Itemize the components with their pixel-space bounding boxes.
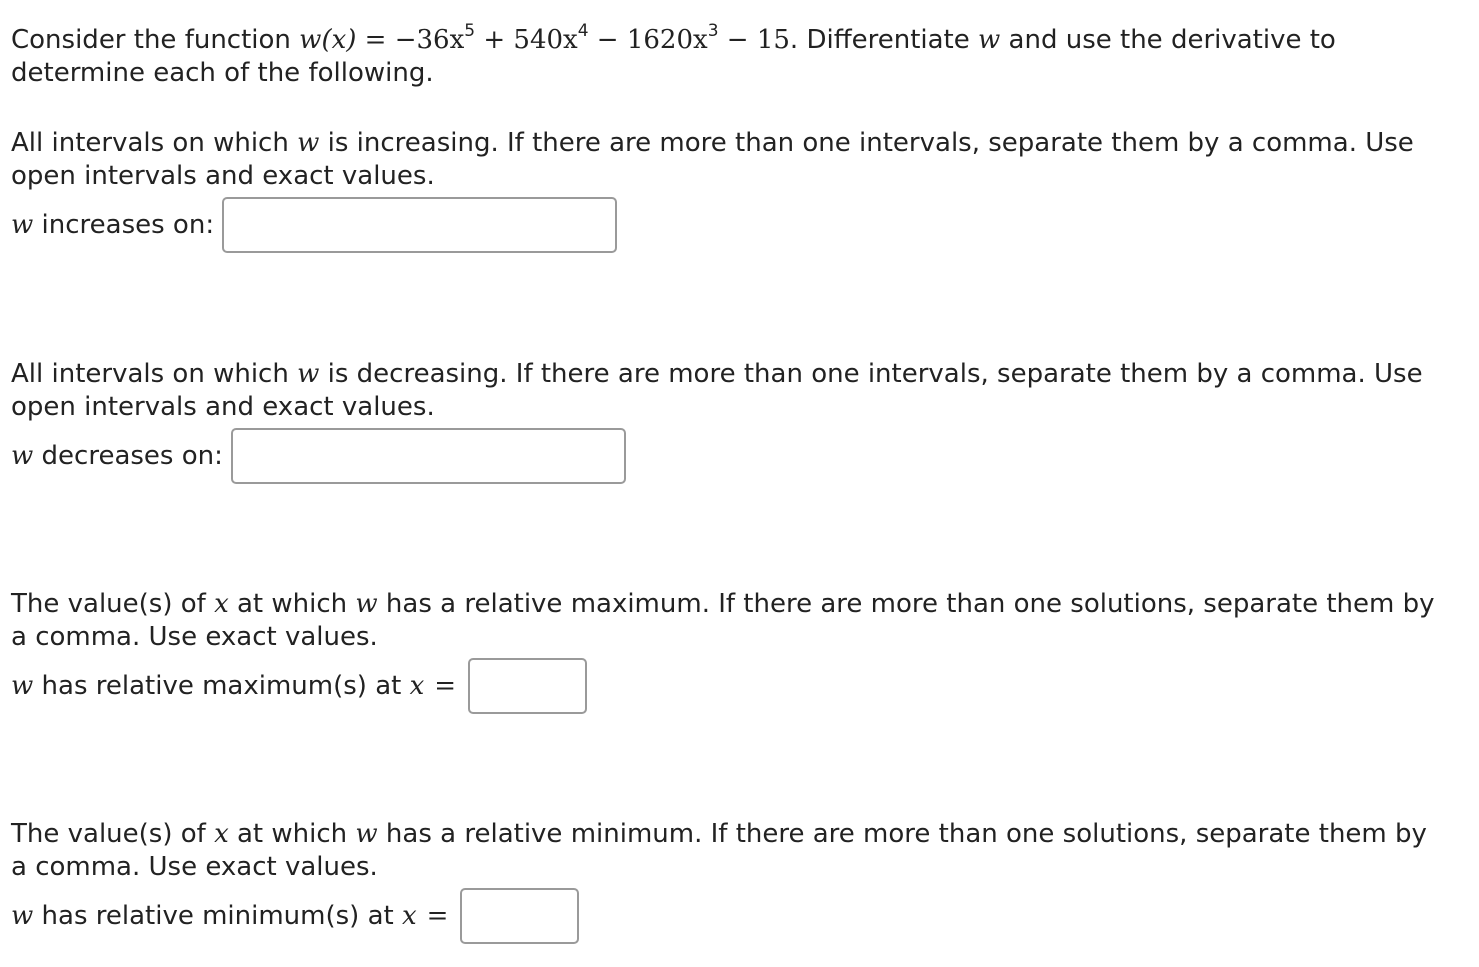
label-variable-w: w xyxy=(11,901,34,931)
question-maximum-text xyxy=(11,588,1451,654)
relative-minimum-input[interactable] xyxy=(460,888,579,944)
answer-row-decreasing xyxy=(11,428,1451,484)
variable-w: w xyxy=(978,25,1001,55)
variable-w: w xyxy=(297,128,320,158)
q3-text-start: The value(s) of xyxy=(11,589,215,619)
equals-sign: = xyxy=(434,671,457,701)
label-variable-x: x xyxy=(401,901,417,931)
intro-text-middle: . Differentiate xyxy=(789,25,979,55)
question-relative-maximum xyxy=(11,588,1451,714)
term-4: − 15 xyxy=(718,25,790,55)
q4-text-middle: at which xyxy=(228,819,356,849)
variable-x: x xyxy=(214,589,229,619)
relative-maximum-input[interactable] xyxy=(468,658,587,714)
question-minimum-text xyxy=(11,818,1451,884)
function-argument: (x) xyxy=(321,25,357,55)
decreases-on-label: decreases on: xyxy=(33,441,223,471)
question-relative-minimum xyxy=(11,818,1451,944)
intro-lead: Consider the function xyxy=(11,25,300,55)
question-increasing-text xyxy=(11,127,1451,193)
variable-w: w xyxy=(355,589,378,619)
intro-text xyxy=(11,21,1451,90)
term-3: − 1620x xyxy=(588,25,708,55)
answer-row-maximum xyxy=(11,658,1451,714)
q2-text-end: is decreasing. If there are more than one intervals, separate them by a comma. Use open intervals and exact values. xyxy=(11,359,1423,422)
decreases-on-input[interactable] xyxy=(231,428,626,484)
increases-on-input[interactable] xyxy=(222,197,617,253)
intro-text-end: and use the derivative to determine each of the following. xyxy=(11,25,1336,88)
increases-on-label: increases on: xyxy=(33,210,215,240)
question-increasing xyxy=(11,127,1451,253)
q3-text-middle: at which xyxy=(228,589,356,619)
term-1: −36x xyxy=(394,25,465,55)
term-2-exponent: 4 xyxy=(577,21,589,41)
q3-text-end: has a relative maximum. If there are more than one solutions, separate them by a comma. Use exact values. xyxy=(11,589,1435,652)
q1-text-end: is increasing. If there are more than one intervals, separate them by a comma. Use open intervals and exact values. xyxy=(11,128,1414,191)
label-variable-x: x xyxy=(409,671,425,701)
question-decreasing xyxy=(11,358,1451,484)
label-variable-w: w xyxy=(11,441,34,471)
variable-w: w xyxy=(355,819,378,849)
term-3-exponent: 3 xyxy=(707,21,719,41)
answer-row-minimum xyxy=(11,888,1451,944)
q4-text-end: has a relative minimum. If there are more than one solutions, separate them by a comma. Use exact values. xyxy=(11,819,1427,882)
variable-x: x xyxy=(214,819,229,849)
relative-maximum-label: has relative maximum(s) at xyxy=(33,671,410,701)
label-variable-w: w xyxy=(11,210,34,240)
q1-text-start: All intervals on which xyxy=(11,128,298,158)
term-2: + 540x xyxy=(475,25,578,55)
answer-row-increasing xyxy=(11,197,1451,253)
q2-text-start: All intervals on which xyxy=(11,359,298,389)
equals-sign: = xyxy=(356,25,395,55)
function-name: w xyxy=(299,25,322,55)
question-decreasing-text xyxy=(11,358,1451,424)
label-variable-w: w xyxy=(11,671,34,701)
term-1-exponent: 5 xyxy=(464,21,476,41)
variable-w: w xyxy=(297,359,320,389)
q4-text-start: The value(s) of xyxy=(11,819,215,849)
equals-sign: = xyxy=(426,901,449,931)
relative-minimum-label: has relative minimum(s) at xyxy=(33,901,402,931)
problem-statement xyxy=(11,21,1451,90)
